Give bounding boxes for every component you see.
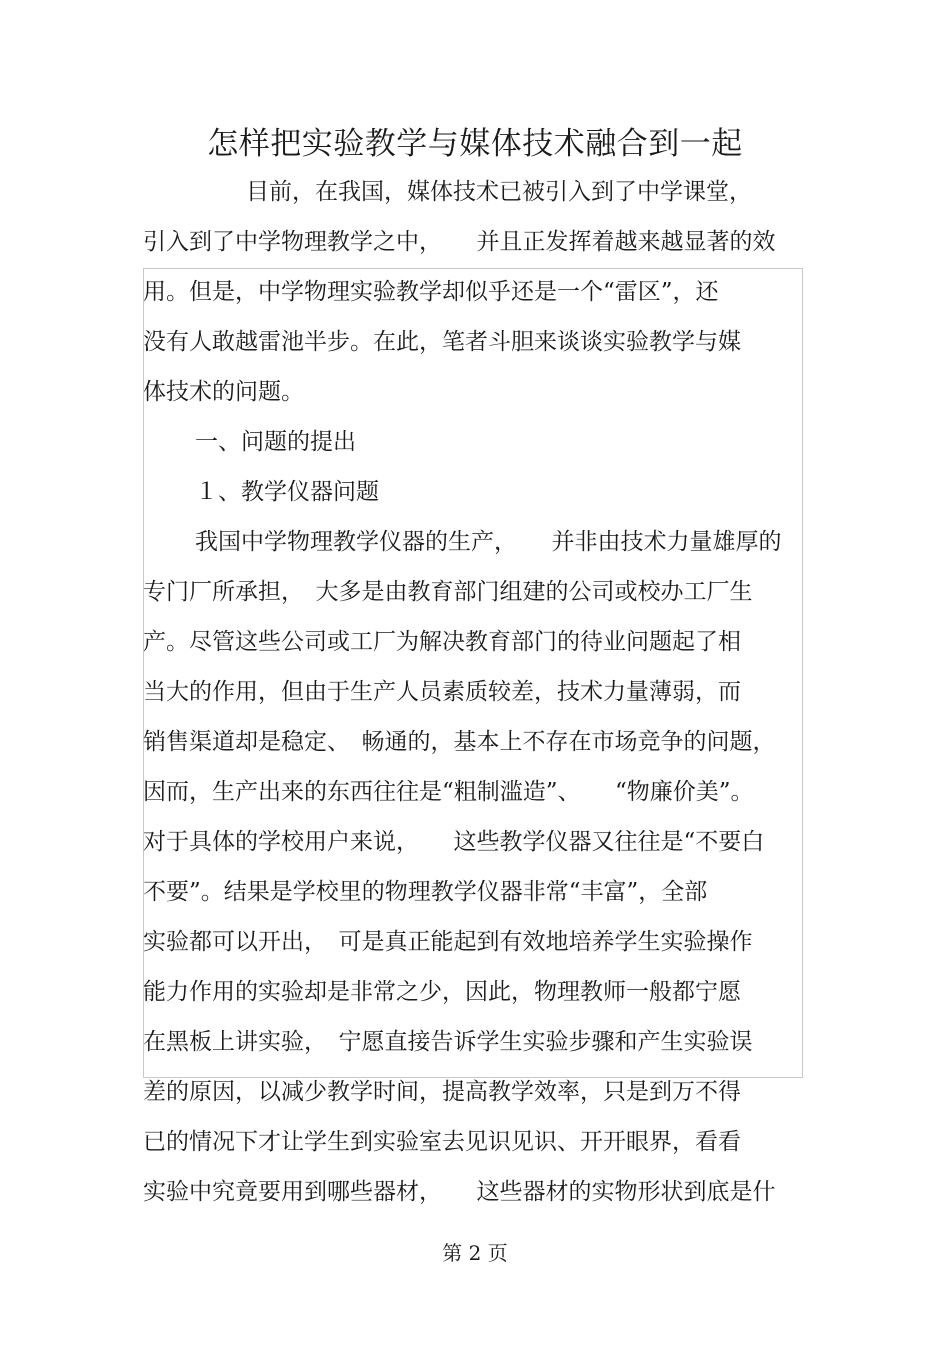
paragraph-line: 不要”。结果是学校里的物理教学仪器非常“丰富”，全部 [143, 879, 708, 905]
paragraph-line: 引入到了中学物理教学之中， 并且正发挥着越来越显著的效 [143, 229, 776, 255]
paragraph-line: 差的原因，以减少教学时间，提高教学效率，只是到万不得 [143, 1079, 741, 1105]
subsection-heading: １、教学仪器问题 [195, 479, 379, 505]
paragraph-line: 产。尽管这些公司或工厂为解决教育部门的待业问题起了相 [143, 629, 741, 655]
paragraph-line: 因而，生产出来的东西往往是“粗制滥造”、 “物廉价美”。 [143, 779, 754, 805]
paragraph-line: 实验中究竟要用到哪些器材， 这些器材的实物形状到底是什 [143, 1179, 776, 1205]
paragraph-line: 已的情况下才让学生到实验室去见识见识、开开眼界，看看 [143, 1129, 741, 1155]
paragraph-line: 实验都可以开出， 可是真正能起到有效地培养学生实验操作 [143, 929, 753, 955]
paragraph-line: 体技术的问题。 [143, 379, 304, 405]
paragraph-line: 能力作用的实验却是非常之少，因此，物理教师一般都宁愿 [143, 979, 741, 1005]
paragraph-line: 销售渠道却是稳定、 畅通的，基本上不存在市场竞争的问题， [143, 729, 776, 755]
section-heading: 一、问题的提出 [195, 429, 356, 455]
document-title: 怎样把实验教学与媒体技术融合到一起 [207, 126, 743, 162]
paragraph-line: 当大的作用，但由于生产人员素质较差，技术力量薄弱，而 [143, 679, 741, 705]
paragraph-line: 专门厂所承担， 大多是由教育部门组建的公司或校办工厂生 [143, 579, 753, 605]
paragraph-line: 对于具体的学校用户来说， 这些教学仪器又往往是“不要白 [143, 829, 765, 855]
paragraph-line: 用。但是，中学物理实验教学却似乎还是一个“雷区”，还 [143, 279, 719, 305]
paragraph-line: 在黑板上讲实验， 宁愿直接告诉学生实验步骤和产生实验误 [143, 1029, 753, 1055]
paragraph-line: 目前，在我国，媒体技术已被引入到了中学课堂， [246, 179, 752, 205]
page-number: 第 2 页 [442, 1241, 508, 1265]
paragraph-line: 没有人敢越雷池半步。在此，笔者斗胆来谈谈实验教学与媒 [143, 329, 741, 355]
paragraph-line: 我国中学物理教学仪器的生产， 并非由技术力量雄厚的 [195, 529, 782, 555]
